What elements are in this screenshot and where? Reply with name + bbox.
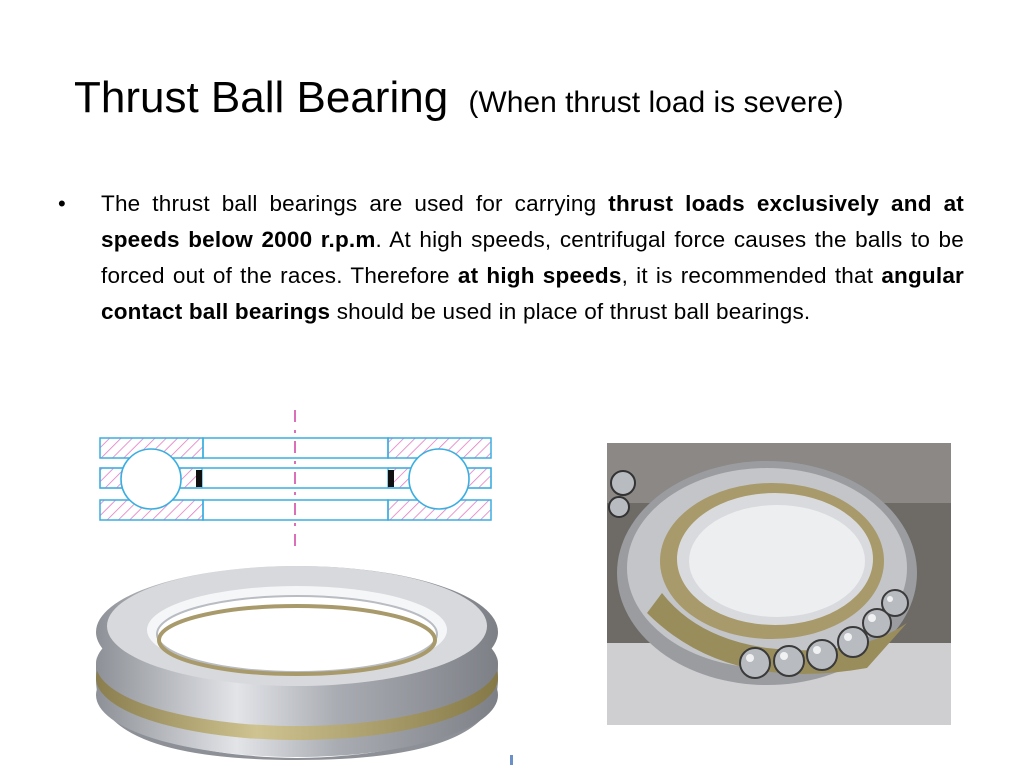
bullet-segment: . At high speeds, centrifugal force causes the balls to be forced out of the races. Therefore [101, 227, 964, 288]
bullet-segment-bold: at high speeds [457, 263, 622, 288]
bullet-segment: The thrust ball bearings are used for carrying [101, 191, 609, 216]
bullet-segment: , it is recommended that [621, 263, 882, 288]
bullet-segment: should be used in place of thrust ball bearings. [330, 299, 811, 324]
bullet-item [58, 186, 964, 330]
bullet-text [101, 186, 964, 330]
title-main: Thrust Ball Bearing [74, 73, 449, 122]
slide-title [74, 70, 974, 131]
bearing-cross-section-diagram [96, 406, 496, 556]
thrust-bearing-photo-right [607, 443, 951, 725]
bullet-segment-bold: angular contact ball bearings [101, 263, 964, 324]
thrust-bearing-photo-left [92, 560, 502, 760]
slide-artifact [510, 755, 513, 765]
bullet-marker: • [58, 191, 66, 216]
bullet-segment-bold: thrust loads exclusively and at speeds below 2000 r.p.m [101, 191, 964, 252]
title-subtitle: (When thrust load is severe) [468, 86, 844, 119]
